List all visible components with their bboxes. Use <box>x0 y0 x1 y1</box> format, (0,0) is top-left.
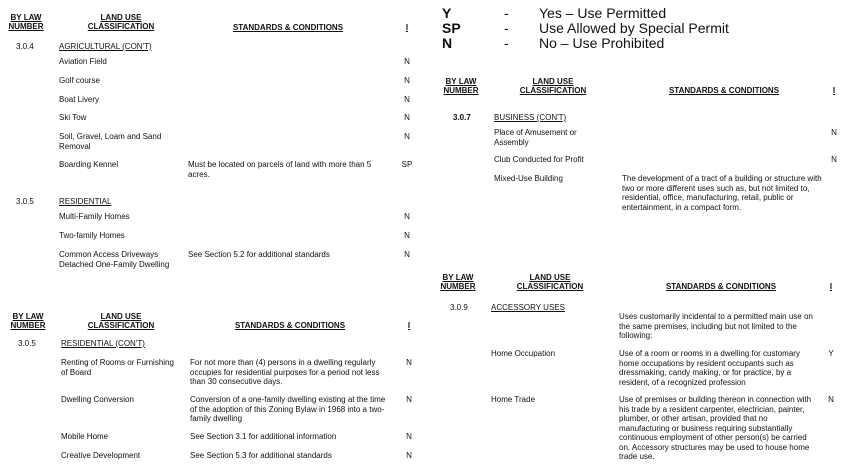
legend-code: N <box>442 35 453 51</box>
use-label: Ski Tow <box>59 113 87 122</box>
use-value: N <box>406 451 412 460</box>
land-use-header-d <box>505 273 595 291</box>
use-value: N <box>404 76 410 85</box>
land-use-header-line2: CLASSIFICATION <box>519 86 587 95</box>
use-label: Place of Amusement or Assembly <box>494 128 577 147</box>
use-value: N <box>404 95 410 104</box>
use-value: N <box>404 132 410 141</box>
bylaw-header-b <box>8 312 48 330</box>
bylaw-header-line2: NUMBER <box>10 321 46 330</box>
use-value: Y <box>828 349 834 358</box>
use-value: SP <box>401 160 413 169</box>
section-title: RESIDENTIAL (CON'T) <box>61 339 145 348</box>
use-label: Boat Livery <box>59 95 100 104</box>
legend-code: Y <box>442 5 452 21</box>
flag-header-d: I <box>829 282 833 291</box>
legend-row <box>442 36 742 51</box>
land-use-header-a <box>76 13 166 31</box>
land-use-header-line2: CLASSIFICATION <box>87 22 155 31</box>
section-number: 3.0.5 <box>16 197 34 206</box>
legend-text: Yes – Use Permitted <box>539 5 667 21</box>
use-label: Home Occupation <box>491 349 556 358</box>
standards-header-c: STANDARDS & CONDITIONS <box>668 86 780 95</box>
legend <box>442 6 742 51</box>
bylaw-header-c <box>441 77 481 95</box>
flag-header-a: I <box>405 23 409 32</box>
standard-text: Use of premises or building thereon in connection with his trade by a resident carpenter, electrician, painter, plumber, or other artisan, provided that no manufacturing or business requiring substantially continuous employment of other person(s) be carried on. Accessory structures may be used to house home trade use. <box>619 395 812 461</box>
legend-text: Use Allowed by Special Permit <box>539 20 729 36</box>
legend-text: No – Use Prohibited <box>539 35 665 51</box>
land-use-header-line1: LAND USE <box>100 312 142 321</box>
bylaw-header-line2: NUMBER <box>440 282 476 291</box>
standards-header-a: STANDARDS & CONDITIONS <box>232 23 344 32</box>
bylaw-header-line1: BY LAW <box>12 312 44 321</box>
use-value: N <box>404 113 410 122</box>
bylaw-header-line2: NUMBER <box>443 86 479 95</box>
use-label: Renting of Rooms or Furnishing of Board <box>61 358 174 377</box>
use-label: Home Trade <box>491 395 536 404</box>
section-title: RESIDENTIAL <box>59 197 112 206</box>
land-use-header-b <box>76 312 166 330</box>
use-label: Boarding Kennel <box>59 160 119 169</box>
use-value: N <box>406 395 412 404</box>
standard-text: Conversion of a one-family dwelling existing at the time of the adoption of this Zoning Bylaw in 1968 into a two-family dwelling <box>190 395 386 423</box>
use-label: Mobile Home <box>61 432 109 441</box>
use-label: Two-family Homes <box>59 231 125 240</box>
use-value: N <box>404 57 410 66</box>
section-number: 3.0.9 <box>450 303 468 312</box>
standard-text: See Section 5.3 for additional standards <box>190 451 332 460</box>
use-label: Creative Development <box>61 451 141 460</box>
use-label: Club Conducted for Profit <box>494 155 584 164</box>
bylaw-header-a <box>6 13 46 31</box>
use-value: N <box>404 250 410 259</box>
standard-text: Use of a room or rooms in a dwelling for customary home occupations by resident occupants such as dressmaking, candy making, or for practice, by a resident, of a recognized profession <box>619 349 800 387</box>
section-title: BUSINESS (CON'T) <box>494 113 567 122</box>
use-value: N <box>828 395 834 404</box>
section-number: 3.0.4 <box>16 42 34 51</box>
land-use-header-line2: CLASSIFICATION <box>516 282 584 291</box>
bylaw-header-line1: BY LAW <box>445 77 477 86</box>
use-label: Golf course <box>59 76 100 85</box>
use-label: Mixed-Use Building <box>494 174 563 183</box>
standard-text: Uses customarily incidental to a permitted main use on the same premises, including but not limited to the following: <box>619 312 813 340</box>
legend-dash: - <box>504 35 509 51</box>
legend-row <box>442 21 742 36</box>
land-use-header-line1: LAND USE <box>100 13 142 22</box>
flag-header-c: I <box>832 86 836 95</box>
section-number: 3.0.5 <box>18 339 36 348</box>
use-value: N <box>406 432 412 441</box>
use-label: Aviation Field <box>59 57 107 66</box>
standard-text: For not more than (4) persons in a dwelling regularly occupies for residential purposes for a period not less than 30 consecutive days. <box>190 358 380 386</box>
use-value: N <box>404 212 410 221</box>
use-value: N <box>406 358 412 367</box>
use-label: Soil, Gravel, Loam and Sand Removal <box>59 132 162 151</box>
standard-text: See Section 3.1 for additional information <box>190 432 337 441</box>
bylaw-header-line2: NUMBER <box>8 22 44 31</box>
bylaw-header-line1: BY LAW <box>442 273 474 282</box>
use-value: N <box>404 231 410 240</box>
use-label: Multi-Family Homes <box>59 212 130 221</box>
standard-text: Must be located on parcels of land with more than 5 acres. <box>188 160 372 179</box>
legend-dash: - <box>504 5 509 21</box>
section-title: ACCESSORY USES <box>491 303 565 312</box>
land-use-header-line2: CLASSIFICATION <box>87 321 155 330</box>
land-use-header-c <box>508 77 598 95</box>
standards-header-d: STANDARDS & CONDITIONS <box>665 282 777 291</box>
flag-header-b: I <box>407 321 411 330</box>
use-label: Common Access Driveways Detached One-Family Dwelling <box>59 250 170 269</box>
land-use-header-line1: LAND USE <box>529 273 571 282</box>
standards-header-b: STANDARDS & CONDITIONS <box>234 321 346 330</box>
land-use-header-line1: LAND USE <box>532 77 574 86</box>
legend-row <box>442 6 742 21</box>
standard-text: The development of a tract of a building or structure with two or more different uses such as, but not limited to, residential, office, manufacturing, retail, public or entertainment, in a compact form. <box>622 174 822 212</box>
legend-code: SP <box>442 20 461 36</box>
section-number: 3.0.7 <box>453 113 471 122</box>
standard-text: See Section 5.2 for additional standards <box>188 250 330 259</box>
use-label: Dwelling Conversion <box>61 395 134 404</box>
use-value: N <box>831 128 837 137</box>
bylaw-header-d <box>438 273 478 291</box>
bylaw-header-line1: BY LAW <box>10 13 42 22</box>
use-value: N <box>831 155 837 164</box>
legend-dash: - <box>504 20 509 36</box>
section-title: AGRICULTURAL (CON'T) <box>59 42 152 51</box>
